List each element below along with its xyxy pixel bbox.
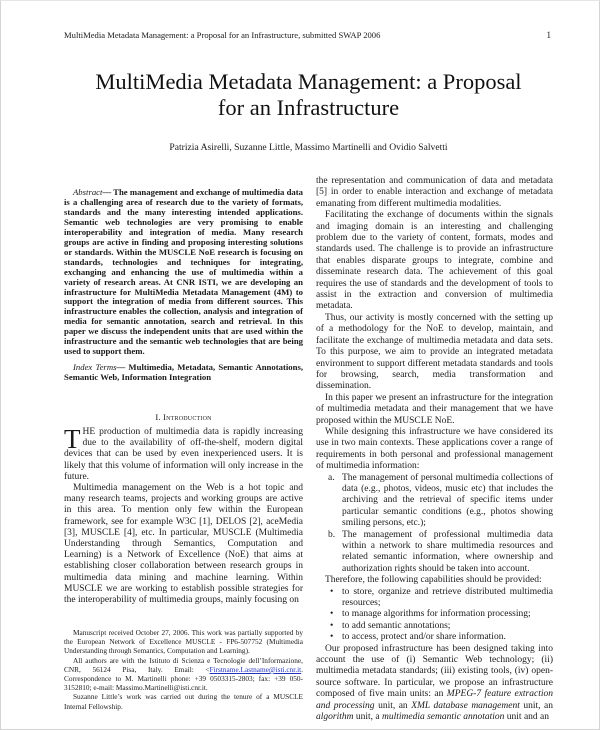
paragraph: While designing this infrastructure we have considered its use in two main contexts. These applications cover a range of requirements in both personal and professional management of multimedia information: xyxy=(316,426,553,472)
list-item-text: to store, organize and retrieve distributed multimedia resources; xyxy=(342,586,553,609)
list-item xyxy=(316,473,553,530)
list-marker: b. xyxy=(328,529,336,540)
footnote-affiliation-text: All authors are with the Istituto di Scienza e Tecnologie dell’Informazione, CNR, 56124 Pisa, Italy. Email: < xyxy=(64,655,303,674)
right-column xyxy=(316,176,553,724)
list-item xyxy=(316,632,553,643)
index-terms-label: Index Terms xyxy=(73,362,117,372)
intro-paragraph-1: HE production of multimedia data is rapidly increasing due to the availability of off-the-shelf, modern digital devices that can be used by even inexperienced users. It is likely that this volume of information will only increase in the future. xyxy=(64,427,303,482)
paragraph: Thus, our activity is mostly concerned with the setting up of a methodology for the NoE to develop, maintain, and facilitate the exchange of multimedia metadata and data sets. To this purpose, we aim to provide an integrated metadata environment to support different metadata standards and tools for browsing, search, media transformation and dissemination. xyxy=(316,312,553,392)
list-item-text: The management of professional multimedia data within a network to share multimedia resources and related semantic information, where ownership and authorization rights should be taken into account. xyxy=(342,529,553,574)
abstract xyxy=(64,188,303,357)
emphasis: algorithm xyxy=(316,712,354,723)
drop-cap: T xyxy=(64,424,81,454)
text-run: unit, a xyxy=(353,712,382,723)
list-item xyxy=(316,621,553,632)
page-number: 1 xyxy=(546,30,551,40)
paper-title xyxy=(64,69,553,121)
emphasis: MPEG-7 feature extraction and processing xyxy=(316,689,553,711)
list-item-text: to access, protect and/or share information. xyxy=(342,632,506,643)
bullet-icon: • xyxy=(330,632,334,643)
paragraph: Facilitating the exchange of documents within the signals and imaging domain is an interesting and challenging problem due to the variety of content, formats, modes and standards used. The challenge is to provide an infrastructure that enables disparate groups to integrate, combine and disseminate research data. The achievement of this goal requires the use of standards and the development of tools to assist in the extraction and conversion of multimedia metadata. xyxy=(316,210,553,312)
index-terms xyxy=(64,363,303,383)
capabilities-list xyxy=(316,587,553,644)
footnote-manuscript: Manuscript received October 27, 2006. This work was partially supported by the European Network of Excellence MUSCLE - FP6-507752 (Multimedia Understanding through Semantics, Computation and Learning). xyxy=(64,628,303,656)
footnote-fellowship: Suzanne Little’s work was carried out during the tenure of a MUSCLE Internal Fellowship. xyxy=(64,692,303,711)
abstract-label: Abstract xyxy=(73,187,103,197)
paragraph xyxy=(316,644,553,724)
paragraph: Therefore, the following capabilities should be provided: xyxy=(325,575,542,586)
introduction-body xyxy=(64,424,303,606)
emphasis: multimedia semantic annotation xyxy=(381,712,505,723)
text-run: unit, an xyxy=(374,700,412,711)
text-run: unit and an xyxy=(504,712,550,723)
author-list: Patrizia Asirelli, Suzanne Little, Massimo Martinelli and Ovidio Salvetti xyxy=(169,142,448,153)
list-item xyxy=(316,587,553,610)
abstract-text: — The management and exchange of multimedia data is a challenging area of research due to the variety of formats, standards and the many interesting intended applications. Semantic web technologies are very promising to enable interoperability and integration of media. Many research groups are active in finding and proposing interesting solutions or standards. Within the MUSCLE NoE research is focusing on standards, technologies and techniques for integrating, exchanging and enhancing the use of multimedia within a variety of research areas. At CNR ISTI, we are developing an infrastructure for MultiMedia Metadata Management (4M) to support the integration of media from different sources. This infrastructure enables the collection, analysis and integration of media for semantic annotation, search and retrieval. In this paper we discuss the independent units that are used within the infrastructure and the semantic web technologies that are being used to support them. xyxy=(64,187,303,357)
bullet-icon: • xyxy=(330,609,334,620)
list-item xyxy=(316,530,553,576)
list-item-text: to manage algorithms for information processing; xyxy=(342,609,531,620)
intro-paragraph-2: Multimedia management on the Web is a hot topic and many research teams, projects and working groups are active in this area. To mention only few within the European framework, see for example W3C [1], DELOS [2], aceMedia [3], MUSCLE [4], etc. In particular, MUSCLE (Multimedia Understanding through Semantics, Computation and Learning) is a Network of Excellence (NoE) that aims at establishing closer collaboration between research groups in multimedia data mining and machine learning. Within MUSCLE we are working to establish possible strategies for the interoperability of multimedia groups, mainly focusing on xyxy=(64,483,303,606)
bullet-icon: • xyxy=(330,586,334,597)
running-head: MultiMedia Metadata Management: a Proposal for an Infrastructure, submitted SWAP 2006 xyxy=(64,30,381,40)
list-item-text: The management of personal multimedia collections of data (e.g., photos, videos, music etc) that includes the archiving and the retrieval of specific items under particular semantic conditions (e.g., photos showing smiling persons, etc.); xyxy=(342,472,553,529)
paragraph: the representation and communication of data and metadata [5] in order to enable interaction and exchange of metadata emanating from different multimedia modalities. xyxy=(316,176,553,209)
emphasis: XML database management xyxy=(411,700,520,711)
title-line-2: for an Infrastructure xyxy=(217,95,400,120)
text-run: Our proposed infrastructure has been designed taking into account the use of (i) Semantic Web technology; (ii) multimedia metadata standards; (iii) existing tools, (iv) open-source software. In particular, we propose an infrastructure composed of five main units: an xyxy=(316,643,553,700)
index-terms-text: — Multimedia, Metadata, Semantic Annotations, Semantic Web, Information Integration xyxy=(64,362,304,382)
text-run: unit, an xyxy=(519,700,553,711)
footnote-correspondence-text: . Correspondence to M. Martinelli phone: +39 0503315-2803; fax: +39 050-3152810; e-mail: Massimo.Martinelli@isti.cnr.it. xyxy=(64,664,303,693)
footnote-affiliation xyxy=(64,656,303,693)
footnotes xyxy=(64,628,303,711)
paragraph: In this paper we present an infrastructure for the integration of multimedia metadata and their management that we have proposed within the MUSCLE NoE. xyxy=(316,392,553,426)
list-item-text: to add semantic annotations; xyxy=(342,620,451,631)
list-marker: a. xyxy=(328,472,335,483)
bullet-icon: • xyxy=(330,620,334,631)
email-link[interactable]: Firstname.Lastname@isti.cnr.it xyxy=(209,664,302,674)
list-item xyxy=(316,609,553,620)
contexts-list xyxy=(316,473,553,576)
title-line-1: MultiMedia Metadata Management: a Proposal xyxy=(95,69,522,94)
section-heading-introduction: I. Introduction xyxy=(155,412,212,422)
